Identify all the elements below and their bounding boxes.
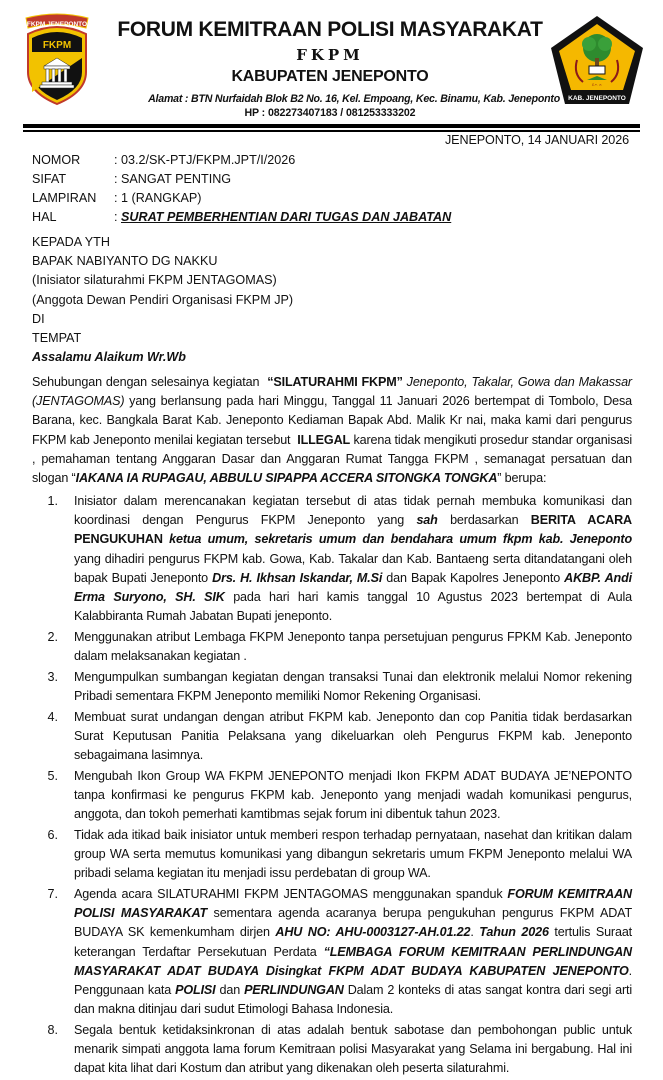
list-item (32, 1021, 632, 1079)
list-item (32, 885, 632, 1019)
list-text: Tidak ada itikad baik inisiator untuk memberi respon terhadap pernyataan, nasehat dan kritikan dalam group WA serta memutus komunikasi yang dibangun sekretaris umum FKPM Jeneponto melalui WA pribadi selama kegiatan itu menjadi issu perdebatan di group WA. (74, 827, 632, 881)
list-text (74, 492, 632, 626)
text-run: AHU NO: AHU-0003127-AH.01.22 (275, 925, 471, 940)
meta-row-lampiran (32, 189, 451, 208)
svg-text:FKPM: FKPM (42, 40, 72, 51)
svg-text:★: ★ (594, 26, 600, 32)
text-run: tertulis Suraat keterangan Terdaftar Persekutuan Perdata (74, 925, 633, 959)
meta-value: : SANGAT PENTING (114, 172, 232, 186)
slogan: IAKANA IA RUPAGAU, ABBULU SIPAPPA ACCERA SITONGKA TONGKA (75, 471, 498, 486)
text-run: sementara agenda acaranya berupa pengukuhan pengurus FKPM ADAT BUDAYA SK kemenkumham dirjen (74, 906, 632, 940)
text-run: AKBP. Andi Erma Suryono, SH. SIK (74, 570, 632, 605)
recipient-line: DI (32, 311, 45, 326)
intro-paragraph (32, 373, 636, 488)
letter-meta (32, 151, 451, 227)
list-item (32, 492, 632, 626)
svg-text:ᨅᨈ ᨊ: ᨅᨈ ᨊ (591, 82, 603, 87)
meta-label: HAL (32, 210, 57, 224)
svg-text:FKPM JENEPONTO: FKPM JENEPONTO (26, 21, 88, 28)
meta-label: SIFAT (32, 172, 67, 186)
list-text: Membuat surat undangan dengan atribut FKPM kab. Jeneponto dan cop Panitia tidak berdasarkan Surat Keputusan Panitia Pelaksana yang dikeluarkan oleh Pengurus FKPM kab. Jeneponto sebagaimana lasimnya. (74, 709, 632, 763)
event-regions: Jeneponto, Takalar, Gowa dan Makassar (JENTAGOMAS) (32, 375, 632, 409)
text-run: . Penggunaan kata (74, 963, 632, 998)
meta-label: NOMOR (32, 153, 81, 167)
points-list (32, 492, 632, 1080)
letterhead-divider-thin (23, 130, 640, 132)
list-item (32, 628, 632, 666)
text-run: yang dihadiri pengurus FKPM kab. Gowa, Kab. Takalar dan Kab. Bantaeng serta ditandatangani oleh bapak Bupati Jeneponto (74, 551, 632, 585)
kab-jeneponto-pentagon-logo-icon (549, 14, 645, 106)
intro-text: yang berlansung pada hari Minggu, Tanggal 11 Januari 2026 bertempat di Tombolo, Desa Barana, kec. Bangkala Barat Kab. Jeneponto Kediaman Bapak Abd. Malik Kr nai, maka kami dari pengurus FKPM kab Jeneponto menilai kegiatan tersebut (32, 394, 636, 447)
list-number: 3. (47, 669, 58, 684)
text-run: Agenda acara SILATURAHMI FKPM JENTAGOMAS menggunakan spanduk (74, 887, 508, 902)
organization-abbreviation: FKPM (296, 46, 364, 64)
organization-region: KABUPATEN JENEPONTO (231, 68, 429, 85)
list-number: 1. (47, 494, 58, 508)
text-run: Inisiator dalam merencanakan kegiatan tersebut di atas tidak pernah membuka komunikasi dan koordinasi dengan Pengurus FKPM Jeneponto yang (74, 494, 632, 528)
list-item (32, 668, 632, 706)
list-number: 4. (47, 709, 58, 724)
text-run: “LEMBAGA FORUM KEMITRAAN PERLINDUNGAN MASYARAKAT ADAT BUDAYA Disingkat FKPM ADAT BUDAYA KABUPATEN JENEPONTO (74, 944, 633, 978)
recipient-line: TEMPAT (32, 331, 82, 346)
recipient-role: (Inisiator silaturahmi FKPM JENTAGOMAS) (32, 273, 277, 288)
meta-colon: : (114, 210, 121, 224)
recipient-name: BAPAK NABIYANTO DG NAKKU (32, 254, 218, 269)
list-number: 7. (47, 887, 58, 902)
organization-address: Alamat : BTN Nurfaidah Blok B2 No. 16, Kel. Empoang, Kec. Binamu, Kab. Jeneponto (148, 93, 560, 105)
text-run: PERLINDUNGAN (244, 983, 344, 998)
intro-text: ” berupa: (497, 471, 547, 486)
meta-row-hal (32, 208, 451, 227)
text-run: Dalam 2 konteks di atas sangat kontra dari segi arti dan makna ditinjau dari sudut Etimologi Bahasa Indonesia. (74, 983, 632, 1017)
letterhead-divider-thick (23, 124, 640, 128)
svg-text:KAB. JENEPONTO: KAB. JENEPONTO (568, 95, 626, 102)
recipient-line: KEPADA YTH (32, 235, 110, 249)
text-run: . (470, 925, 480, 940)
list-text: Menggunakan atribut Lembaga FKPM Jeneponto tanpa persetujuan pengurus FPKM Kab. Jeneponto dalam melaksanakan kegiatan . (74, 629, 632, 664)
intro-text: karena tidak mengikuti prosedur standar organisasi , pemahaman tentang Anggaran Dasar dan Anggaran Rumat Tangga FKPM , semanagat persatuan dan slogan “ (32, 432, 632, 486)
list-text (74, 885, 632, 1019)
list-text: Mengumpulkan sumbangan kegiatan dengan transaksi Tunai dan elektronik melalui Nomor rekening Pribadi sementara FKPM Jeneponto memiliki Nomor Rekening Organisasi. (74, 669, 632, 704)
meta-label: LAMPIRAN (32, 191, 97, 205)
text-run: pada hari hari kamis tanggal 10 Agustus 2023 bertempat di Aula Kalabbiranta Rumah Jabatan Bupati jeneponto. (74, 590, 632, 624)
meta-row-sifat (32, 170, 451, 189)
text-run: dan Bapak Kapolres Jeneponto (382, 570, 565, 585)
meta-value: : 1 (RANGKAP) (114, 191, 202, 205)
text-run: dan (215, 983, 245, 998)
fkpm-shield-logo-icon (22, 12, 92, 106)
list-item (32, 826, 632, 884)
organization-phone: HP : 082273407183 / 081253333202 (244, 107, 416, 119)
list-text: Segala bentuk ketidaksinkronan di atas adalah bentuk sabotase dan pembohongan public untuk menarik simpati anggota lama forum Kemitraan polisi Masyarakat yang Selama ini bergabung. Hal ini dapat kita lihat dari Kostum dan atribut yang dikenakan oleh peserta silaturahmi. (74, 1022, 632, 1076)
event-name: “SILATURAHMI FKPM” (267, 375, 403, 389)
text-run: ketua umum, sekretaris umum dan bendahara umum fkpm kab. Jeneponto (169, 532, 632, 547)
illegal-label: ILLEGAL (297, 432, 351, 447)
letter-date: JENEPONTO, 14 JANUARI 2026 (444, 133, 629, 147)
meta-row-nomor (32, 151, 451, 170)
recipient-block (32, 233, 293, 367)
list-text: Mengubah Ikon Group WA FKPM JENEPONTO menjadi Ikon FKPM ADAT BUDAYA JE’NEPONTO tanpa konfirmasi ke pengurus FKPM kab. Jeneponto yang menjadi wadah komunikasi pengurus, anggota, dan tokoh pemerhati kamtibmas sejak forum ini dibentuk tahun 2023. (74, 768, 632, 822)
list-number: 6. (47, 827, 58, 842)
text-run: Tahun 2026 (479, 925, 549, 940)
list-number: 8. (47, 1022, 58, 1037)
list-number: 2. (47, 629, 58, 644)
text-run: Drs. H. Ikhsan Iskandar, M.Si (212, 570, 383, 585)
recipient-role: (Anggota Dewan Pendiri Organisasi FKPM JP) (32, 292, 294, 307)
list-item (32, 767, 632, 825)
organization-title: FORUM KEMITRAAN POLISI MASYARAKAT (117, 18, 543, 41)
meta-value: : 03.2/SK-PTJ/FKPM.JPT/I/2026 (114, 153, 296, 167)
list-item (32, 708, 632, 766)
text-run: POLISI (175, 983, 216, 998)
greeting: Assalamu Alaikum Wr.Wb (32, 350, 186, 365)
letter-subject: SURAT PEMBERHENTIAN DARI TUGAS DAN JABATAN (121, 210, 452, 224)
list-number: 5. (47, 768, 58, 783)
intro-text: Sehubungan dengan selesainya kegiatan (32, 375, 268, 389)
text-run: berdasarkan (437, 513, 531, 528)
text-run: BERITA ACARA PENGUKUHAN (74, 513, 632, 547)
text-run: sah (416, 513, 438, 528)
text-run: FORUM KEMITRAAN POLISI MASYARAKAT (74, 887, 632, 921)
